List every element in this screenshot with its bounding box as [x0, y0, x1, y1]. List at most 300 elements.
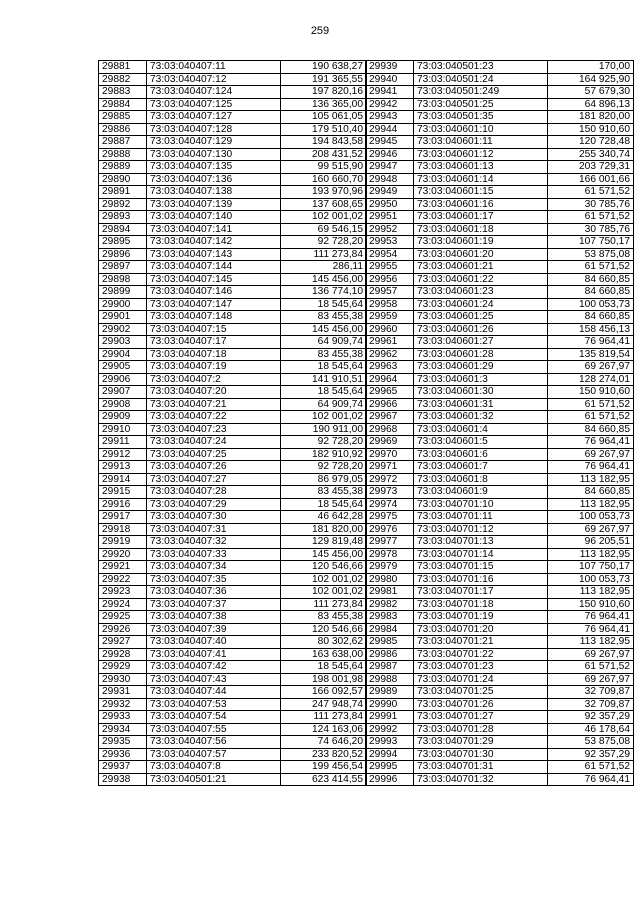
cadastral-value: 76 964,41 [548, 461, 634, 474]
cadastral-table-left [98, 60, 367, 786]
cadastral-number: 73:03:040407:30 [147, 511, 281, 524]
cadastral-value: 163 638,00 [281, 648, 367, 661]
cadastral-number: 73:03:040407:148 [147, 311, 281, 324]
table-row [366, 748, 634, 761]
cadastral-value: 111 273,84 [281, 248, 367, 261]
cadastral-value: 83 455,38 [281, 486, 367, 499]
cadastral-value: 150 910,60 [548, 598, 634, 611]
table-row [366, 311, 634, 324]
row-number: 29945 [366, 136, 414, 149]
row-number: 29956 [366, 273, 414, 286]
table-row [99, 636, 367, 649]
row-number: 29904 [99, 348, 147, 361]
table-row [366, 323, 634, 336]
cadastral-number: 73:03:040701:28 [414, 723, 548, 736]
table-row [366, 736, 634, 749]
row-number: 29940 [366, 73, 414, 86]
cadastral-number: 73:03:040601:24 [414, 298, 548, 311]
cadastral-number: 73:03:040601:26 [414, 323, 548, 336]
cadastral-value: 623 414,55 [281, 773, 367, 786]
table-row [366, 686, 634, 699]
row-number: 29961 [366, 336, 414, 349]
table-row [366, 211, 634, 224]
cadastral-value: 57 679,30 [548, 86, 634, 99]
cadastral-value: 107 750,17 [548, 236, 634, 249]
cadastral-number: 73:03:040501:35 [414, 111, 548, 124]
table-row [99, 498, 367, 511]
cadastral-number: 73:03:040407:55 [147, 723, 281, 736]
row-number: 29887 [99, 136, 147, 149]
cadastral-number: 73:03:040701:16 [414, 573, 548, 586]
cadastral-number: 73:03:040601:25 [414, 311, 548, 324]
row-number: 29919 [99, 536, 147, 549]
cadastral-number: 73:03:040407:127 [147, 111, 281, 124]
cadastral-value: 69 546,15 [281, 223, 367, 236]
row-number: 29992 [366, 723, 414, 736]
cadastral-number: 73:03:040501:249 [414, 86, 548, 99]
cadastral-value: 198 001,98 [281, 673, 367, 686]
table-row [99, 698, 367, 711]
table-row [366, 136, 634, 149]
row-number: 29981 [366, 586, 414, 599]
cadastral-value: 145 456,00 [281, 273, 367, 286]
table-row [366, 386, 634, 399]
table-row [366, 548, 634, 561]
row-number: 29896 [99, 248, 147, 261]
cadastral-number: 73:03:040407:43 [147, 673, 281, 686]
row-number: 29968 [366, 423, 414, 436]
cadastral-value: 53 875,08 [548, 736, 634, 749]
table-row [366, 61, 634, 74]
table-row [366, 161, 634, 174]
table-row [99, 223, 367, 236]
cadastral-value: 150 910,60 [548, 123, 634, 136]
cadastral-number: 73:03:040601:32 [414, 411, 548, 424]
table-row [99, 73, 367, 86]
cadastral-value: 160 660,70 [281, 173, 367, 186]
row-number: 29884 [99, 98, 147, 111]
table-row [366, 673, 634, 686]
cadastral-value: 164 925,90 [548, 73, 634, 86]
cadastral-number: 73:03:040407:11 [147, 61, 281, 74]
cadastral-number: 73:03:040601:21 [414, 261, 548, 274]
cadastral-value: 191 365,55 [281, 73, 367, 86]
table-row [99, 98, 367, 111]
cadastral-number: 73:03:040701:30 [414, 748, 548, 761]
row-number: 29963 [366, 361, 414, 374]
row-number: 29939 [366, 61, 414, 74]
row-number: 29937 [99, 761, 147, 774]
table-row [99, 348, 367, 361]
cadastral-number: 73:03:040701:32 [414, 773, 548, 786]
table-row [99, 411, 367, 424]
table-row [366, 398, 634, 411]
table-row [366, 573, 634, 586]
cadastral-value: 69 267,97 [548, 673, 634, 686]
cadastral-value: 113 182,95 [548, 636, 634, 649]
cadastral-number: 73:03:040601:28 [414, 348, 548, 361]
cadastral-number: 73:03:040407:124 [147, 86, 281, 99]
table-row [99, 773, 367, 786]
table-row [99, 623, 367, 636]
table-row [366, 561, 634, 574]
cadastral-value: 61 571,52 [548, 661, 634, 674]
cadastral-number: 73:03:040407:28 [147, 486, 281, 499]
table-row [99, 536, 367, 549]
cadastral-number: 73:03:040407:24 [147, 436, 281, 449]
table-row [366, 611, 634, 624]
cadastral-value: 124 163,06 [281, 723, 367, 736]
cadastral-value: 18 545,64 [281, 386, 367, 399]
cadastral-number: 73:03:040407:12 [147, 73, 281, 86]
table-row [366, 773, 634, 786]
cadastral-number: 73:03:040701:27 [414, 711, 548, 724]
table-row [366, 711, 634, 724]
cadastral-value: 84 660,85 [548, 286, 634, 299]
cadastral-value: 30 785,76 [548, 223, 634, 236]
row-number: 29935 [99, 736, 147, 749]
cadastral-value: 80 302,62 [281, 636, 367, 649]
cadastral-number: 73:03:040407:2 [147, 373, 281, 386]
row-number: 29948 [366, 173, 414, 186]
cadastral-value: 69 267,97 [548, 448, 634, 461]
cadastral-number: 73:03:040701:20 [414, 623, 548, 636]
cadastral-number: 73:03:040601:6 [414, 448, 548, 461]
row-number: 29891 [99, 186, 147, 199]
cadastral-number: 73:03:040701:15 [414, 561, 548, 574]
cadastral-value: 69 267,97 [548, 648, 634, 661]
cadastral-number: 73:03:040407:130 [147, 148, 281, 161]
table-row [99, 648, 367, 661]
row-number: 29988 [366, 673, 414, 686]
cadastral-value: 84 660,85 [548, 273, 634, 286]
cadastral-value: 76 964,41 [548, 611, 634, 624]
cadastral-value: 120 728,48 [548, 136, 634, 149]
cadastral-number: 73:03:040407:22 [147, 411, 281, 424]
cadastral-value: 137 608,65 [281, 198, 367, 211]
cadastral-number: 73:03:040407:21 [147, 398, 281, 411]
row-number: 29900 [99, 298, 147, 311]
cadastral-number: 73:03:040407:129 [147, 136, 281, 149]
row-number: 29912 [99, 448, 147, 461]
row-number: 29954 [366, 248, 414, 261]
table-row [366, 723, 634, 736]
cadastral-value: 233 820,52 [281, 748, 367, 761]
table-row [99, 148, 367, 161]
cadastral-value: 190 638,27 [281, 61, 367, 74]
cadastral-value: 30 785,76 [548, 198, 634, 211]
cadastral-number: 73:03:040601:4 [414, 423, 548, 436]
cadastral-number: 73:03:040701:25 [414, 686, 548, 699]
table-row [366, 148, 634, 161]
table-row [366, 523, 634, 536]
cadastral-number: 73:03:040701:10 [414, 498, 548, 511]
row-number: 29942 [366, 98, 414, 111]
cadastral-value: 166 001,66 [548, 173, 634, 186]
cadastral-number: 73:03:040407:136 [147, 173, 281, 186]
cadastral-number: 73:03:040701:31 [414, 761, 548, 774]
cadastral-number: 73:03:040407:141 [147, 223, 281, 236]
row-number: 29974 [366, 498, 414, 511]
table-row [99, 248, 367, 261]
table-row [99, 523, 367, 536]
row-number: 29917 [99, 511, 147, 524]
cadastral-value: 170,00 [548, 61, 634, 74]
table-row [366, 186, 634, 199]
cadastral-value: 120 546,66 [281, 623, 367, 636]
cadastral-value: 111 273,84 [281, 711, 367, 724]
cadastral-value: 64 909,74 [281, 336, 367, 349]
cadastral-value: 83 455,38 [281, 611, 367, 624]
cadastral-value: 193 970,96 [281, 186, 367, 199]
cadastral-number: 73:03:040407:19 [147, 361, 281, 374]
row-number: 29890 [99, 173, 147, 186]
cadastral-value: 61 571,52 [548, 261, 634, 274]
cadastral-number: 73:03:040601:10 [414, 123, 548, 136]
row-number: 29885 [99, 111, 147, 124]
row-number: 29906 [99, 373, 147, 386]
table-row [99, 386, 367, 399]
cadastral-number: 73:03:040601:17 [414, 211, 548, 224]
table-row [99, 261, 367, 274]
row-number: 29899 [99, 286, 147, 299]
cadastral-number: 73:03:040407:35 [147, 573, 281, 586]
table-row [366, 586, 634, 599]
cadastral-number: 73:03:040407:143 [147, 248, 281, 261]
cadastral-number: 73:03:040701:24 [414, 673, 548, 686]
table-row [366, 536, 634, 549]
cadastral-value: 32 709,87 [548, 686, 634, 699]
cadastral-number: 73:03:040601:23 [414, 286, 548, 299]
cadastral-value: 53 875,08 [548, 248, 634, 261]
row-number: 29926 [99, 623, 147, 636]
row-number: 29915 [99, 486, 147, 499]
table-row [99, 748, 367, 761]
table-row [366, 498, 634, 511]
row-number: 29976 [366, 523, 414, 536]
row-number: 29921 [99, 561, 147, 574]
cadastral-number: 73:03:040407:128 [147, 123, 281, 136]
cadastral-value: 102 001,02 [281, 573, 367, 586]
cadastral-value: 203 729,31 [548, 161, 634, 174]
cadastral-number: 73:03:040601:7 [414, 461, 548, 474]
row-number: 29966 [366, 398, 414, 411]
cadastral-value: 69 267,97 [548, 361, 634, 374]
cadastral-value: 135 819,54 [548, 348, 634, 361]
cadastral-number: 73:03:040601:19 [414, 236, 548, 249]
cadastral-value: 61 571,52 [548, 398, 634, 411]
table-row [99, 86, 367, 99]
cadastral-value: 64 909,74 [281, 398, 367, 411]
cadastral-number: 73:03:040701:14 [414, 548, 548, 561]
row-number: 29908 [99, 398, 147, 411]
cadastral-value: 102 001,02 [281, 411, 367, 424]
cadastral-number: 73:03:040601:15 [414, 186, 548, 199]
cadastral-value: 199 456,54 [281, 761, 367, 774]
row-number: 29947 [366, 161, 414, 174]
row-number: 29982 [366, 598, 414, 611]
cadastral-number: 73:03:040407:23 [147, 423, 281, 436]
row-number: 29972 [366, 473, 414, 486]
table-row [366, 373, 634, 386]
cadastral-number: 73:03:040601:31 [414, 398, 548, 411]
cadastral-number: 73:03:040601:9 [414, 486, 548, 499]
table-row [366, 73, 634, 86]
table-row [366, 411, 634, 424]
row-number: 29985 [366, 636, 414, 649]
table-row [366, 661, 634, 674]
row-number: 29886 [99, 123, 147, 136]
row-number: 29905 [99, 361, 147, 374]
cadastral-value: 190 911,00 [281, 423, 367, 436]
table-row [366, 423, 634, 436]
table-row [366, 348, 634, 361]
cadastral-value: 18 545,64 [281, 361, 367, 374]
table-row [99, 673, 367, 686]
row-number: 29964 [366, 373, 414, 386]
cadastral-number: 73:03:040407:18 [147, 348, 281, 361]
cadastral-number: 73:03:040407:138 [147, 186, 281, 199]
cadastral-value: 120 546,66 [281, 561, 367, 574]
row-number: 29970 [366, 448, 414, 461]
cadastral-number: 73:03:040407:54 [147, 711, 281, 724]
cadastral-value: 84 660,85 [548, 423, 634, 436]
row-number: 29934 [99, 723, 147, 736]
table-row [99, 211, 367, 224]
table-row [366, 636, 634, 649]
cadastral-number: 73:03:040701:18 [414, 598, 548, 611]
cadastral-number: 73:03:040407:53 [147, 698, 281, 711]
cadastral-value: 96 205,51 [548, 536, 634, 549]
cadastral-number: 73:03:040601:3 [414, 373, 548, 386]
table-row [99, 661, 367, 674]
cadastral-number: 73:03:040601:13 [414, 161, 548, 174]
row-number: 29991 [366, 711, 414, 724]
row-number: 29960 [366, 323, 414, 336]
cadastral-number: 73:03:040701:12 [414, 523, 548, 536]
cadastral-value: 179 510,40 [281, 123, 367, 136]
cadastral-number: 73:03:040601:8 [414, 473, 548, 486]
cadastral-number: 73:03:040407:37 [147, 598, 281, 611]
cadastral-number: 73:03:040407:147 [147, 298, 281, 311]
page-number: 259 [310, 25, 330, 37]
cadastral-value: 83 455,38 [281, 348, 367, 361]
cadastral-value: 181 820,00 [548, 111, 634, 124]
row-number: 29983 [366, 611, 414, 624]
cadastral-value: 61 571,52 [548, 411, 634, 424]
row-number: 29971 [366, 461, 414, 474]
cadastral-value: 92 357,29 [548, 711, 634, 724]
row-number: 29882 [99, 73, 147, 86]
table-row [99, 736, 367, 749]
row-number: 29893 [99, 211, 147, 224]
row-number: 29894 [99, 223, 147, 236]
row-number: 29930 [99, 673, 147, 686]
row-number: 29951 [366, 211, 414, 224]
table-row [366, 86, 634, 99]
table-row [99, 198, 367, 211]
table-row [366, 248, 634, 261]
cadastral-number: 73:03:040407:39 [147, 623, 281, 636]
table-row [99, 336, 367, 349]
row-number: 29898 [99, 273, 147, 286]
row-number: 29933 [99, 711, 147, 724]
cadastral-number: 73:03:040407:44 [147, 686, 281, 699]
table-row [99, 361, 367, 374]
row-number: 29889 [99, 161, 147, 174]
cadastral-number: 73:03:040407:15 [147, 323, 281, 336]
table-row [366, 511, 634, 524]
cadastral-number: 73:03:040407:56 [147, 736, 281, 749]
cadastral-value: 145 456,00 [281, 548, 367, 561]
table-row [99, 398, 367, 411]
cadastral-number: 73:03:040701:29 [414, 736, 548, 749]
row-number: 29975 [366, 511, 414, 524]
table-row [366, 98, 634, 111]
cadastral-number: 73:03:040601:16 [414, 198, 548, 211]
table-row [99, 586, 367, 599]
row-number: 29938 [99, 773, 147, 786]
cadastral-number: 73:03:040407:32 [147, 536, 281, 549]
row-number: 29911 [99, 436, 147, 449]
row-number: 29987 [366, 661, 414, 674]
cadastral-number: 73:03:040407:20 [147, 386, 281, 399]
row-number: 29958 [366, 298, 414, 311]
cadastral-value: 46 178,64 [548, 723, 634, 736]
cadastral-number: 73:03:040601:22 [414, 273, 548, 286]
cadastral-number: 73:03:040407:146 [147, 286, 281, 299]
table-row [366, 236, 634, 249]
cadastral-number: 73:03:040407:145 [147, 273, 281, 286]
cadastral-value: 92 728,20 [281, 436, 367, 449]
table-row [99, 273, 367, 286]
cadastral-value: 84 660,85 [548, 311, 634, 324]
cadastral-table-right [365, 60, 634, 786]
cadastral-number: 73:03:040601:20 [414, 248, 548, 261]
cadastral-number: 73:03:040701:23 [414, 661, 548, 674]
table-row [366, 486, 634, 499]
table-row [99, 61, 367, 74]
table-row [366, 623, 634, 636]
cadastral-number: 73:03:040407:140 [147, 211, 281, 224]
table-row [99, 611, 367, 624]
row-number: 29907 [99, 386, 147, 399]
row-number: 29952 [366, 223, 414, 236]
cadastral-value: 150 910,60 [548, 386, 634, 399]
row-number: 29909 [99, 411, 147, 424]
cadastral-number: 73:03:040407:139 [147, 198, 281, 211]
cadastral-number: 73:03:040701:26 [414, 698, 548, 711]
row-number: 29978 [366, 548, 414, 561]
cadastral-value: 208 431,52 [281, 148, 367, 161]
cadastral-value: 83 455,38 [281, 311, 367, 324]
cadastral-value: 61 571,52 [548, 186, 634, 199]
table-row [99, 236, 367, 249]
table-row [99, 511, 367, 524]
row-number: 29929 [99, 661, 147, 674]
row-number: 29957 [366, 286, 414, 299]
cadastral-value: 86 979,05 [281, 473, 367, 486]
row-number: 29897 [99, 261, 147, 274]
cadastral-value: 92 728,20 [281, 461, 367, 474]
cadastral-number: 73:03:040501:25 [414, 98, 548, 111]
cadastral-value: 100 053,73 [548, 298, 634, 311]
table-row [99, 286, 367, 299]
cadastral-number: 73:03:040701:17 [414, 586, 548, 599]
table-row [99, 136, 367, 149]
cadastral-value: 102 001,02 [281, 211, 367, 224]
table-row [99, 686, 367, 699]
